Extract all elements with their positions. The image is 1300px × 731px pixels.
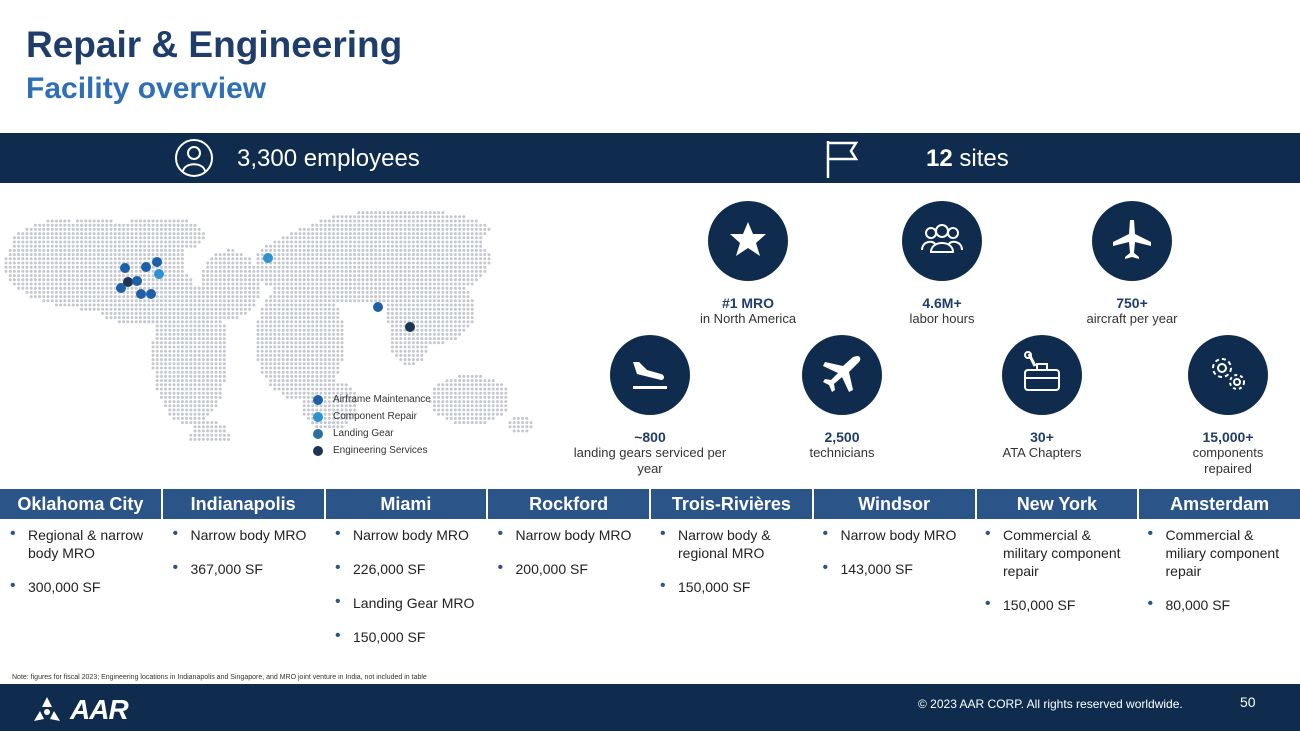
stat-label — [782, 429, 902, 461]
stat-value: 750+ — [1116, 295, 1148, 311]
city-detail-item: • 200,000 SF — [498, 560, 641, 578]
legend-item — [313, 442, 431, 459]
copyright: © 2023 AAR CORP. All rights reserved worldwide. — [918, 697, 1183, 711]
stat-label — [688, 295, 808, 327]
airplane-icon — [1109, 216, 1155, 267]
stat-value: ~800 — [634, 429, 666, 445]
city-detail-item: • 143,000 SF — [823, 560, 966, 578]
legend-dot — [313, 395, 323, 405]
facility-pin — [263, 253, 273, 263]
city-header: Windsor — [814, 489, 977, 519]
facility-pin — [152, 257, 162, 267]
aar-logo: AAR — [30, 694, 128, 726]
stat-value: 2,500 — [824, 429, 860, 445]
city-column — [650, 526, 813, 662]
stat-label — [1072, 295, 1192, 327]
world-dot-map — [0, 190, 560, 450]
city-detail-item: • Regional & narrow body MRO — [10, 526, 153, 562]
city-detail-item: • Narrow body MRO — [173, 526, 316, 544]
stat-value: 30+ — [1030, 429, 1054, 445]
legend-dot — [313, 412, 323, 422]
legend-item — [313, 391, 431, 408]
gears-icon — [1205, 350, 1251, 401]
city-detail-item: • Landing Gear MRO — [335, 594, 478, 612]
footer — [0, 684, 1300, 731]
aar-mark-icon — [30, 695, 64, 725]
star-stat-circle — [708, 201, 788, 281]
city-column — [975, 526, 1138, 662]
facility-pin — [120, 263, 130, 273]
facility-pin — [154, 269, 164, 279]
airplane-stat-circle — [1092, 201, 1172, 281]
stat-caption: landing gears serviced per year — [573, 445, 727, 476]
toolbox-stat-circle — [1002, 335, 1082, 415]
city-detail-item: • 226,000 SF — [335, 560, 478, 578]
city-header: Trois-Rivières — [651, 489, 814, 519]
page-subtitle: Facility overview — [26, 72, 267, 105]
stat-label — [1168, 429, 1288, 477]
stat-label — [882, 295, 1002, 327]
city-detail-item: • Narrow body MRO — [823, 526, 966, 544]
city-detail-item: • 300,000 SF — [10, 578, 153, 596]
stat-value: #1 MRO — [721, 295, 775, 311]
legend-item — [313, 425, 431, 442]
city-detail-item: • 80,000 SF — [1148, 596, 1291, 614]
stat-caption: in North America — [699, 311, 797, 326]
legend-label: Airframe Maintenance — [333, 394, 431, 405]
city-detail-item: • Commercial & military component repair — [985, 526, 1128, 580]
stat-value: 4.6M+ — [922, 295, 962, 311]
city-detail-item: • Narrow body MRO — [498, 526, 641, 544]
facility-pin — [136, 289, 146, 299]
stat-value: 15,000+ — [1202, 429, 1254, 445]
city-detail-item: • 150,000 SF — [660, 578, 803, 596]
gears-stat-circle — [1188, 335, 1268, 415]
plane-angled-stat-circle — [802, 335, 882, 415]
summary-band — [0, 133, 1300, 183]
city-detail-item: • 150,000 SF — [985, 596, 1128, 614]
city-header: Indianapolis — [163, 489, 326, 519]
legend-label: Component Repair — [333, 411, 417, 422]
plane-angled-icon — [819, 350, 865, 401]
sites-count: 12 sites — [926, 145, 1009, 172]
landing-stat-circle — [610, 335, 690, 415]
city-column — [325, 526, 488, 662]
city-header: Amsterdam — [1139, 489, 1300, 519]
page-number: 50 — [1240, 694, 1256, 710]
legend-label: Engineering Services — [333, 445, 428, 456]
stat-caption: labor hours — [909, 311, 975, 326]
flag-icon — [824, 138, 860, 180]
stat-caption: aircraft per year — [1086, 311, 1178, 326]
city-header-row — [0, 489, 1300, 519]
employees-count: 3,300 employees — [237, 145, 420, 172]
city-detail-item: • 367,000 SF — [173, 560, 316, 578]
facility-pin — [132, 276, 142, 286]
city-detail-item: • Commercial & miliary component repair — [1148, 526, 1291, 580]
facility-pin — [405, 322, 415, 332]
city-column — [488, 526, 651, 662]
city-header: Oklahoma City — [0, 489, 163, 519]
legend-label: Landing Gear — [333, 428, 394, 439]
facility-pin — [373, 302, 383, 312]
page-title: Repair & Engineering — [26, 24, 403, 65]
facility-pin — [116, 283, 126, 293]
toolbox-icon — [1019, 350, 1065, 401]
landing-icon — [627, 350, 673, 401]
city-header: Miami — [326, 489, 489, 519]
city-column — [163, 526, 326, 662]
facility-pin — [141, 262, 151, 272]
people-icon — [919, 216, 965, 267]
city-detail-item: • Narrow body MRO — [335, 526, 478, 544]
legend-dot — [313, 446, 323, 456]
city-header: New York — [977, 489, 1140, 519]
city-detail-item: • 150,000 SF — [335, 628, 478, 646]
legend-dot — [313, 429, 323, 439]
stat-label — [572, 429, 728, 477]
footnote: Note: figures for fiscal 2023; Engineering locations in Indianapolis and Singapore, and MRO joint venture in India, not included in table — [12, 674, 427, 681]
city-header: Rockford — [488, 489, 651, 519]
city-column — [813, 526, 976, 662]
people-stat-circle — [902, 201, 982, 281]
star-icon — [725, 216, 771, 267]
city-details — [0, 526, 1300, 662]
stat-caption: technicians — [809, 445, 875, 460]
stat-label — [972, 429, 1112, 461]
stat-caption: ATA Chapters — [1002, 445, 1082, 460]
city-detail-item: • Narrow body & regional MRO — [660, 526, 803, 562]
stat-caption: components repaired — [1192, 445, 1264, 476]
map-legend — [313, 391, 431, 459]
city-column — [0, 526, 163, 662]
person-icon — [174, 138, 214, 178]
facility-pin — [146, 289, 156, 299]
legend-item — [313, 408, 431, 425]
city-column — [1138, 526, 1300, 662]
